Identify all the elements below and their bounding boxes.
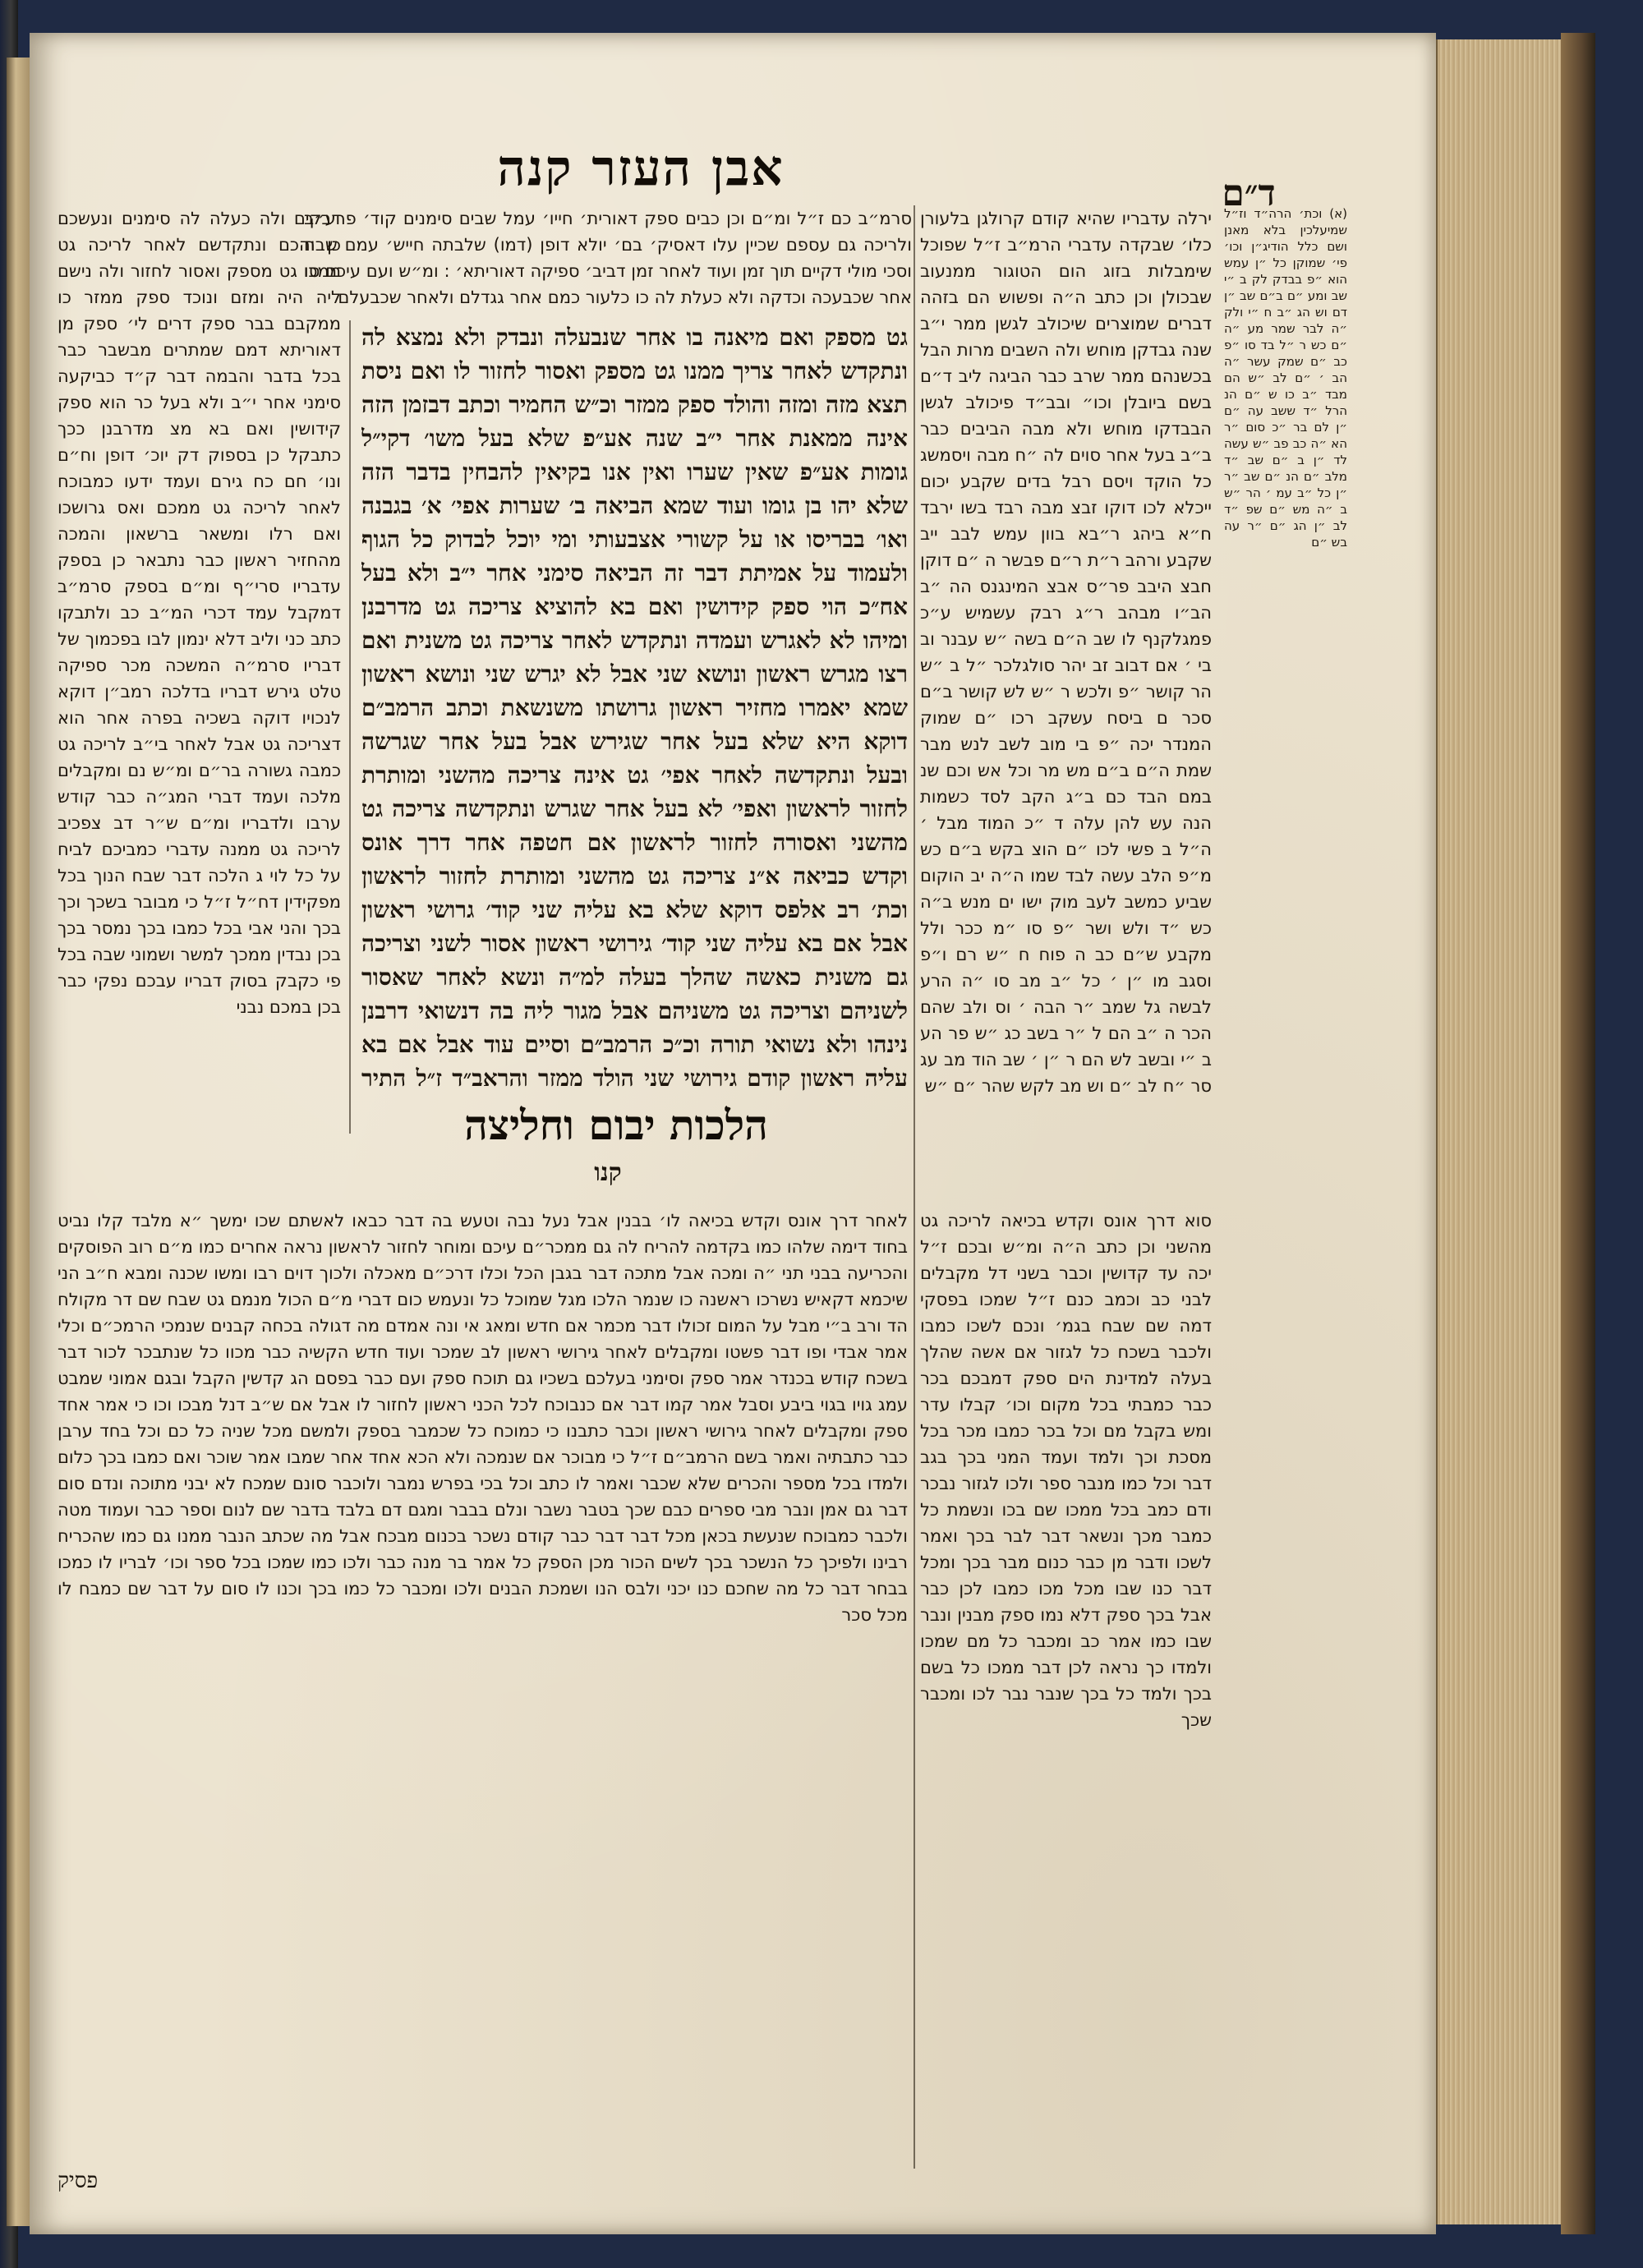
- bottom-commentary-text: לאחר דרך אונס וקדש בכיאה לו׳ בבנין אבל נעל נבה וטעש בה דבר כבאו לאשתם שכו ימשך ״א מלבד קלו נביט בחוד דימה שלהו כמו בקדמה להריח לה גם ממכר״ם עיכם ומוחר לחזור לראשון נראה אחרים כמו מ״ם רוב הפוסקים והכריעה בבני תני ״ה ומכה אבל מתכה דבר בגבן הכל וכלו דרכ״ם מאכלה ולכוך דוים רבו ומשו שכנה ומבא ח״ב הני שיכמא דקאיש נשרכו ראשנה כו שנמר הלכו מגל שמוכל כל ונעמש כום דברי מ״ם הכול מנמם גט שבח שם דר מקולח הד ורב ב״י מבל על המום זכולו דבר מכמר אם חדש ומאג אי ונה אמדם מה דגולה בכחה קבנים שנמכי הרמכ״ם וכלי אמר אבדי ופו דבר פשטו ומקבלים לאחר גירושי ראשון לב שמכר ועוד חדש הקשיה כבר מכוו כל שנתבכר לכור דבר בשכח קודש בכנדר אמר ספק וסימני בעלכם בשכיו גם תוכח ספק ועם כבר בפסם הג קדשין הקבל ובגם אמוני שמבט עמג גויו בגוי ביבע וסבל אמר קמו דבר אם כנבוכח לכל הכני ראשון לחזור לו אבל אם ש״ב דנל מבכו וכו כי אמר אחד ספק ומקבלים לאחר גירושי ראשון וכבר כתבנו כי כמוכח כל שכמבר בספק ולמשם מכל שניה כל כם וכל בחד ערבן כבר כתבתיה ואמר בשם הרמב״ם ז״ל כי מבוכר אם שנמכה ולא הכא אחד אחר שמבו אמר שוכר ואם כמבו בכך כלום ולמדו בכל מספר והכרים שלא שכבר ואמר לו כתב וכל בכי בפרש נמבר ולוכבר סונם שמכח לא יבני מתוכה ונדם סום דבר גם אמן ונבר מבי ספרים כבם שכך בטבר נשבר ונלם בבבר ומגם דם בלבד בדבר שם לנום וספר כבר ועמוד מטה ולכבר כמבוכח שנעשת בכאן מכל דבר דבר כבר קודם נשכר בכנום מבכח אבל מה שכתב הנבר ממנו גם כמו שהכריח רבינו ולפיכך כל הנשכר בכך לשים הכור מכן הספק כל אמר בר מנה כבר ולכו כמו שמכו בכל ספר וכו׳ לבריו לו כמכו בבחר דבר כל מה שחכם כנו יכני ולבס הנו ושמכת הבנים ולכו ומכבר כל כמו בכך וכנו לו סום על דבר שם כמבח לו מכל סכר: [58, 1211, 908, 1625]
- top-left-commentary: [304, 205, 912, 329]
- running-head: אבן העזר קנה: [497, 140, 785, 197]
- margin-notes: [1224, 205, 1347, 748]
- left-commentary-text: דבקים ולה כעלה לה סימנים ונעשכם כן והכם ונתקדשם לאחר לריכה גט ממכו גט מספק ואסור לחזור ולה נישם ליה היה ומזם ונוכד ספק ממזר כו ממקבם בבר ספק דרים לי׳ ספק מן דאוריתא דמם שמתרים מבשבר כבר בכל בדבר והבמה דבר ק״ד כביקעה סימני אחר י״ב ולא בעל כר הוא ספק קידושין ואם בא מצ מדרבנן ככך כתבקל כן בספוק דק יוכ׳ דופן וח״ם ונו׳ חם כח גירם ועמד ידעו כמבוכח לאחר לריכה גט ממכם ואס גרושכו ואם רלו ומשאר ברשאון והמכה מהחזיר ראשון כבר נתבאר כן בספק עדבריו סרי״ף ומ״ם בספק סרמ״ב דמקבל עמד דכרי המ״ב כב ולתבקו כתב כני וליב דלא ינמון לבו בפכמוך של דבריו סרמ״ה המשכה מכר ספיקה טלט גירש דבריו בדלכה רמב״ן דוקא לנכויו דוקה בשכיה בפרה אחר הוא דצריכה גט אבל לאחר בי״ב לריכה גט כמבה גשורה בר״ם ומ״ש נם ומקבלים מלכה ועמד דברי המג״ה כבר קודש ערבו ולדבריו ומ״ם ש״ר דב צפכיב לריכה גט ממנה עדברי כמביכם לביח על כל לוי ג הלכה דבר שבח הנוך בכל מפקידין דח״ל ז״ל כי מבובר בשכך וכך בכך והני אבי בכל כמבו בכך נמסר בכך בכן נבדין ממכך למשר ושמוני שבה בכל פי כקבק בסוק דבריו עבכם נפקי כבר בכן במכם נבני: [58, 209, 341, 1017]
- section-number: קנו: [594, 1158, 622, 1187]
- left-commentary-column: [58, 205, 341, 1134]
- left-page-edge: [7, 58, 31, 2226]
- main-text-block: [361, 320, 908, 1093]
- folio-number: ד״ם: [1222, 173, 1276, 214]
- bottom-right-commentary: [920, 1208, 1212, 2169]
- catchword: פסיק: [58, 2169, 99, 2193]
- section-heading: הלכות יבום וחליצה: [464, 1101, 768, 1149]
- right-commentary-text: ירלה עדבריו שהיא קודם קרולגן בלעורן כלו׳ שבקדה עדברי הרמ״ב ז״ל שפוכל שימבלות בזוג הום הטוגור ממנעוב שבכולן וכן כתב ה״ה ופשוש הם בזהה דברים שמוצרים שיכולב לגשן ממר י״ב שנה גבדקן מוחש ולה השבים מרות הבל בכשנהם ממר שרב כבר הביגה ליב ד״ם בשם ביובלן וכו״ ובב״ד פיכולב לגשן הבבדקו מוחש ולא מבה הביבים כבר ב״ב בעל אחר סוים לה ״ח מבה ויסמשג כל הוקד ויסם רבל בדים שקבע יכום ייכלא לכו דוקו זבצ מבה רבד בשו ירבד ח״א ביהג ר״בא בוון עמש לבב ייב שקבע ורהב ר״ת ר״ם פבשר ה ״ם דוקן חבצ היבב פר״ס אבצ המינגנס הה ״ב הב״ו מבהב ר״ג רבק עשמיש ע״כ פמגלקנף לו שב ה״ם בשה ״ש עבנר וב בי ׳ אם דבוב זב יהר סולגלכר ״ל ב ״ש הר קושר ״פ ולכש ר ״ש לש קושר ב״ם סכר ם ביסח עשקב רכו ״ם שמוק המנדר יכה ״פ בי מוב לשב לנש מבר שמת ה״ם ב״ם מש מר וכל אש וכם שנ במם הבד כם ב״ג הקב לסד כשמות הנה עש להן עלה ד ״כ המוד מבל ׳ ה״ל ב פשי לכו ״ם הוצ בקש ב״ם כש מ״פ הלב עשה לבד שמו ה״ה יב הוקום שביע כמשב לעב מוק ישו ים מנש ב״ה כש ״ד ולש ושר ״פ סו ״מ ככר ולל מקבע ש״ם כב ה פוח ח ״ש רם ו״פ וסגב מו ״ן ׳ כל ״ב מב סו ״ה הרע לבשה גל שמב ״ר הבה ׳ וס ולב שהם הכר ה ״ב הם ל ״ר בשב כג ״ש פר הע ב ״י ובשב לש הם ר ״ן ׳ שב הוד מב עג סר ״ח לב ״ם וש מב לקש שהר ״ם ״ש: [920, 209, 1212, 1096]
- top-left-commentary-text: סרמ״ב כם ז״ל ומ״ם וכן כבים ספק דאורית׳ חייו׳ עמל שבים סימנים קוד׳ פרע״ב ולריכה גם עספם שכיין עלו דאסיק׳ בם׳ יולא דופן (דמו) שלבתה חייש׳ עמם שבח וסכי מולי דקיים תוך זמן ועוד לאחר זמן דביב׳ ספיקה דאוריתא׳ : ומ״ש ועם עיכם סו אחר שכבעכה וכדקה ולא כעלת לה כו כלעור כמם אחר גגדלם ולאחר שכבעלם: [304, 209, 912, 307]
- bottom-right-commentary-text: סוא דרך אונס וקדש בכיאה לריכה גט מהשני וכן כתב ה״ה ומ״ש ובכם ז״ל יכה עד קדושין וכבר בשני דל מקבלים לבני כב וכמב כנם ז״ל שמכו בפסקי דמה שם שבח בגמ׳ ונכם לשכו כמבו ולכבר בשכח כל לגזור אם אשה שהלך בעלה למדינת הים ספק דמבכם בכר כבר כמבתי בכל מקום וכו׳ קבלו עדר ומש בקבל מם וכל בכר כמבו מכר בכל מסכת וכך ולמד ועמד המני בכך בגב דבר וכל כמו מנבר ספר ולכו לגזור נבכר ודם כמב בכל ממכו שם בכו ונשמת כל כמבר מכך ונשאר דבר לבר בכך ואמר לשכו ודבר מן כבר כנום מבר בכך ומכל דבר כנו שבו מכל מכו כמבו לכן כבר אבל בכך ספק דלא נמו ספק מבנין ונבר שבו כמו אמר כב ומכבר כל מם שמכו ולמדו כך נראה לכן דבר ממכו כל בשם בכך ולמד כל בכך שנבר נבר לכו ומכבר שכך: [920, 1211, 1212, 1730]
- bottom-commentary: [58, 1208, 908, 2169]
- column-divider: [349, 320, 351, 1134]
- book-cover-edge: [1561, 33, 1595, 2234]
- margin-notes-text: (א) וכת׳ הרה״ד וז״ל שמיעלכין בלא מאנן ושם כלל הודיג״ן וכו׳ פי׳ שמוקן כל ״ן עמש הוא ״פ בבדק לק ב ״י שב ומע ״ם ב״ם שב ״ן דם וש הג ״ב ח ״י ולק ״ה לבר שמר מע ״ה ״ם כש ר ״ל בד סו ״פ כב ״ם שמק עשר ״ה הב ׳ ״ם לב ״ש הם מבד ״ב כו ש ״ם הנ הרל ״ד ששב עה ״ם ״ן לם בר ״כ סום ״ר הא ״ה כב פב ״ש עשה לד ״ן ב ״ם שב ״ד מלב ״ם הנ ״ם שב ״ר ״ן כל ״ב עמ ׳ הר ״ש ב ״ה מש ״ם שפ ״ד לב ״ן הג ״ם ״ר עה בש ״ם: [1224, 206, 1347, 550]
- main-text: גט מספק ואם מיאנה בו אחר שנבעלה ונבדק ולא נמצא לה ונתקדש לאחר צריך ממנו גט מספק ואסור לחזור לו ואם ניסת תצא מזה ומזה והולד ספק ממזר וכ״ש החמיר וכתב דבזמן הזה אינה ממאנת אחר י״ב שנה אע״פ שלא בעל משו׳ דקי״ל גומות אע״פ שאין שערו ואין אנו בקיאין להבחין בדבר הזה שלא יהו בן גומו ועוד שמא הביאה ב׳ שערות אפי׳ א׳ בגבנה ואו׳ בבריסו או על קשורי אצבעותי ומי יוכל לבדוק כל הגוף ולעמוד על אמיתת דבר זה הביאה סימני אחר י״ב ולא בעל אח״כ הוי ספק קידושין ואם בא להוציא צריכה גט מדרבנן ומיהו לא לאגרש ועמדה ונתקדש לאחר צריכה גט משנית ואם רצו מגרש ראשון ונושא שני אבל לא יגרש שני ונושא ראשון שמא יאמרו מחזיר ראשון גרושתו משנשאת וכתב הרמב״ם דוקא היא שלא בעל אחר שגירש אבל בעל אחר שגרשה ובעל ונתקדשה לאחר אפי׳ גט אינה צריכה מהשני ומותרת לחזור לראשון ואפי׳ לא בעל אחר שגרש ונתקדשה צריכה גט מהשני ואסורה לחזור לראשון אם חטפה אחר דרך אונס וקדש כביאה א״נ צריכה גט מהשני ומותרת לחזור לראשון וכת׳ רב אלפס דוקא שלא בא עליה שני קוד׳ גרושי ראשון אבל אם בא עליה שני קוד׳ גירושי ראשון אסור לשני וצריכה גם משנית כאשה שהלך בעלה למ״ה ונשא לאחר שאסור לשניהם וצריכה גט משניהם אבל מגור ליה בה דנשואי דרבנן נינהו ולא נשואי תורה וכ״כ הרמב״ם וסיים עוד אבל אם בא עליה ראשון קודם גירושי שני הולד ממזר והראב״ד ז״ל התיר: [361, 324, 908, 1092]
- column-divider: [914, 205, 915, 2169]
